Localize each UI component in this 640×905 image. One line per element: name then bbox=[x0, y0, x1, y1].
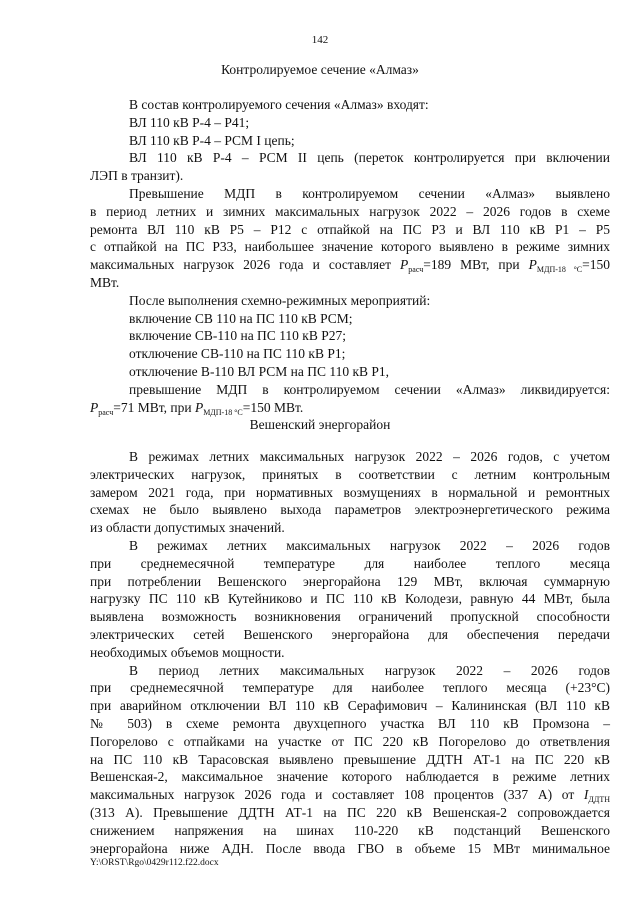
formula-symbol: P bbox=[90, 399, 99, 415]
section-heading-veshensky: Вешенский энергорайон bbox=[249, 417, 391, 432]
text-line: включение СВ 110 на ПС 110 кВ РСМ; bbox=[129, 310, 353, 326]
section-heading-almaz: Контролируемое сечение «Алмаз» bbox=[221, 62, 419, 77]
text-line: отключение СВ-110 на ПС 110 кВ Р1; bbox=[129, 346, 346, 362]
text-line: превышение МДП в контролируемом сечении «Алмаз» ликвидируется: bbox=[129, 381, 610, 397]
text-line: После выполнения схемно-режимных мероприятий: bbox=[129, 292, 431, 308]
text-line: отключение В-110 ВЛ РСМ на ПС 110 кВ Р1, bbox=[129, 363, 390, 379]
text-line: В период летних максимальных нагрузок 2022 – 2026 годов bbox=[129, 662, 610, 678]
text-line-with-formula bbox=[90, 256, 610, 274]
text-line: замером 2021 года, при нормативных возмущениях в нормальной и ремонтных bbox=[90, 484, 610, 500]
formula-symbol: P bbox=[400, 257, 409, 273]
page-number: 142 bbox=[311, 34, 329, 46]
text-line-with-formula bbox=[90, 786, 610, 804]
text-line: ВЛ 110 кВ Р-4 – РСМ I цепь; bbox=[129, 132, 295, 148]
text-line: включение СВ-110 на ПС 110 кВ Р27; bbox=[129, 328, 347, 344]
text-line: при потреблении Вешенского энергорайона 129 МВт, включая суммарную bbox=[90, 573, 610, 589]
text-line: нагрузку ПС 110 кВ Кутейниково и ПС 110 кВ Колодези, равную 44 МВт, была bbox=[90, 591, 610, 607]
text-line: Погорелово с отпайками на участке от ПС 220 кВ Погорелово до ответвления bbox=[90, 733, 610, 749]
text-line: из области допустимых значений. bbox=[90, 520, 285, 536]
text-fragment: =150 МВт. bbox=[242, 399, 304, 415]
text-line: схемах не было выявлено выхода параметров электроэнергетического режима bbox=[90, 502, 610, 518]
text-line: при среднемесячной температуре для наиболее теплого месяца bbox=[90, 555, 610, 571]
text-line-with-formula bbox=[90, 399, 610, 417]
text-fragment: =150 bbox=[582, 257, 610, 273]
text-line: Вешенская-2, максимальное значение которого наблюдается в режиме летних bbox=[90, 769, 610, 785]
text-line: ЛЭП в транзит). bbox=[90, 168, 184, 184]
footer-file-path: Y:\ORST\Rgo\0429r112.f22.docx bbox=[90, 858, 219, 868]
text-line: выявлена возможность возникновения ограничений пропускной способности bbox=[90, 609, 610, 625]
formula-subscript: расч bbox=[98, 407, 114, 417]
text-line: Превышение МДП в контролируемом сечении «Алмаз» выявлено bbox=[129, 185, 610, 201]
text-line: ВЛ 110 кВ Р-4 – Р41; bbox=[129, 114, 250, 130]
formula-subscript: расч bbox=[408, 265, 424, 275]
text-line: с отпайкой на ПС Р33, наибольшее значение которого выявлено в режиме зимних bbox=[90, 239, 610, 255]
formula-subscript: МДП-18 °С bbox=[203, 407, 243, 417]
text-fragment: максимальных нагрузок 2026 года и составляет bbox=[90, 257, 401, 273]
formula-subscript: ДДТН bbox=[588, 795, 610, 805]
text-fragment: максимальных нагрузок 2026 года и составляет 108 процентов (337 А) от bbox=[90, 787, 584, 803]
formula-symbol: I bbox=[583, 787, 589, 803]
text-line: ВЛ 110 кВ Р-4 – РСМ II цепь (переток контролируется при включении bbox=[129, 150, 610, 166]
text-line: при аварийном отключении ВЛ 110 кВ Серафимович – Калининская (ВЛ 110 кВ bbox=[90, 698, 610, 714]
text-line: снижением напряжения на шинах 110-220 кВ подстанций Вешенского bbox=[90, 822, 610, 838]
text-fragment: =189 МВт, при bbox=[423, 257, 529, 273]
section-almaz-body bbox=[90, 96, 610, 416]
text-line: электрических нагрузок, принятых в соответствии с летним контрольным bbox=[90, 466, 610, 482]
text-fragment: =71 МВт, при bbox=[113, 399, 195, 415]
formula-subscript: МДП-18 °С bbox=[536, 265, 583, 275]
text-line: при среднемесячной температуре для наиболее теплого месяца (+23°С) bbox=[90, 680, 610, 696]
text-line: ремонта ВЛ 110 кВ Р5 – Р12 с отпайкой на ПС Р3 и ВЛ 110 кВ Р1 – Р5 bbox=[90, 221, 610, 237]
text-line: В режимах летних максимальных нагрузок 2022 – 2026 годов, с учетом bbox=[129, 449, 610, 464]
text-line: в период летних и зимних максимальных нагрузок 2022 – 2026 годов в схеме bbox=[90, 203, 610, 219]
text-line: В режимах летних максимальных нагрузок 2022 – 2026 годов bbox=[129, 537, 610, 553]
text-line: на ПС 110 кВ Тарасовская выявлено превышение ДДТН АТ-1 на ПС 220 кВ bbox=[90, 751, 610, 767]
text-line: электрических сетей Вешенского энергорайона для обеспечения передачи bbox=[90, 626, 610, 642]
text-line: энергорайона ниже АДН. После ввода ГВО в объеме 15 МВт минимальное bbox=[90, 840, 610, 856]
text-line: необходимых объемов мощности. bbox=[90, 644, 285, 660]
text-line: (313 А). Превышение ДДТН АТ-1 на ПС 220 кВ Вешенская-2 сопровождается bbox=[90, 804, 610, 820]
formula-symbol: P bbox=[194, 399, 204, 415]
text-line: № 503) в схеме ремонта двухцепного участка ВЛ 110 кВ Промзона – bbox=[90, 715, 610, 731]
text-line: В состав контролируемого сечения «Алмаз» входят: bbox=[129, 97, 429, 112]
section-veshensky-body bbox=[90, 448, 610, 857]
text-line: МВт. bbox=[90, 274, 120, 290]
formula-symbol: P bbox=[528, 257, 537, 273]
